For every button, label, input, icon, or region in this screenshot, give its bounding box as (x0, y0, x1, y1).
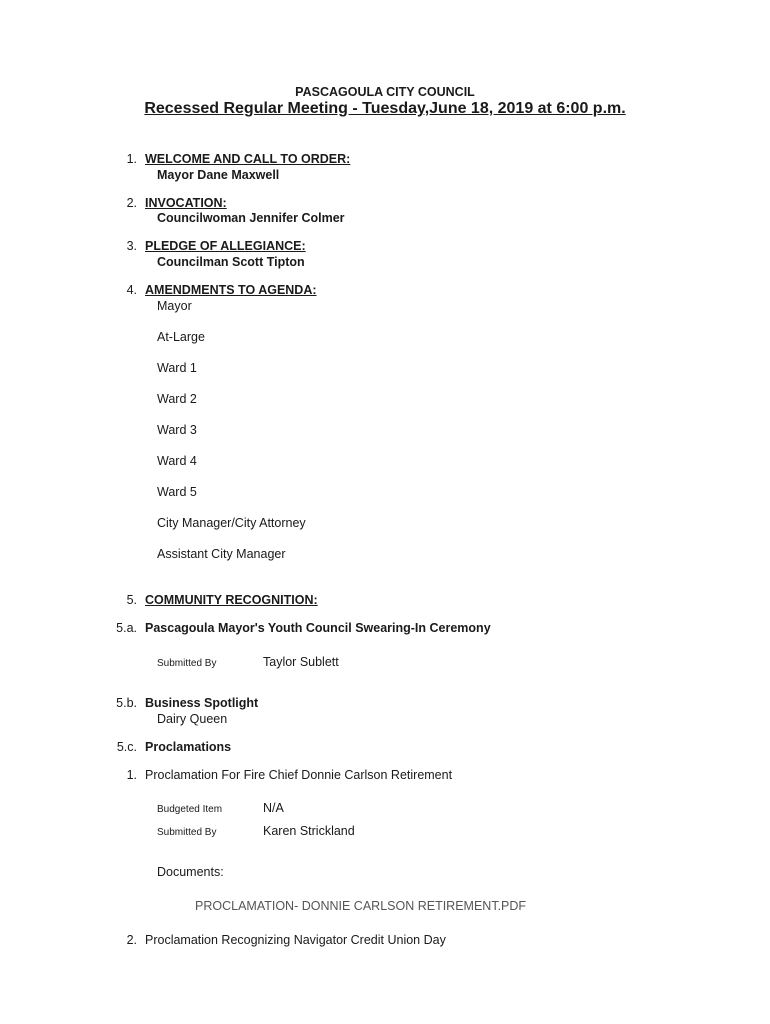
submitted-by-value: Karen Strickland (263, 824, 355, 838)
item-number: 5. (126, 593, 137, 607)
amendment-entry: Ward 4 (157, 454, 197, 468)
subitem-title: Business Spotlight (145, 696, 259, 710)
item-title: COMMUNITY RECOGNITION: (145, 593, 318, 607)
subitem-title: Proclamations (145, 740, 232, 754)
budgeted-item-value: N/A (263, 801, 284, 815)
proclamation-number: 1. (126, 768, 137, 782)
amendment-entry: At-Large (157, 330, 205, 344)
item-number: 1. (126, 152, 137, 166)
amendment-entry: Mayor (157, 299, 192, 313)
item-title: PLEDGE OF ALLEGIANCE: (145, 239, 306, 253)
item-number: 3. (126, 239, 137, 253)
amendment-entry: Ward 5 (157, 485, 197, 499)
submitted-by-value: Taylor Sublett (263, 655, 339, 669)
document-link[interactable]: PROCLAMATION- DONNIE CARLSON RETIREMENT.PDF (195, 899, 527, 913)
item-presenter: Councilman Scott Tipton (157, 255, 305, 269)
item-presenter: Councilwoman Jennifer Colmer (157, 211, 345, 225)
subitem-number: 5.a. (116, 621, 137, 635)
budgeted-item-label: Budgeted Item (157, 804, 223, 815)
submitted-by-label: Submitted By (157, 658, 217, 669)
amendment-entry: Ward 2 (157, 392, 197, 406)
documents-label: Documents: (157, 865, 224, 879)
subitem-number: 5.c. (116, 740, 137, 754)
proclamation-title: Proclamation For Fire Chief Donnie Carlson Retirement (145, 768, 453, 782)
amendment-entry: Assistant City Manager (157, 547, 286, 561)
item-title: WELCOME AND CALL TO ORDER: (145, 152, 351, 166)
meeting-title: Recessed Regular Meeting - Tuesday,June 18, 2019 at 6:00 p.m. (144, 100, 626, 117)
amendment-entry: City Manager/City Attorney (157, 516, 306, 530)
item-presenter: Mayor Dane Maxwell (157, 168, 280, 182)
subitem-title: Pascagoula Mayor's Youth Council Swearing-In Ceremony (145, 621, 491, 635)
item-number: 4. (126, 283, 137, 297)
subitem-number: 5.b. (116, 696, 137, 710)
amendment-entry: Ward 3 (157, 423, 197, 437)
item-number: 2. (126, 196, 137, 210)
amendment-entry: Ward 1 (157, 361, 197, 375)
submitted-by-label: Submitted By (157, 827, 217, 838)
proclamation-title: Proclamation Recognizing Navigator Credit Union Day (145, 933, 446, 947)
item-title: AMENDMENTS TO AGENDA: (145, 283, 317, 297)
subitem-detail: Dairy Queen (157, 712, 228, 726)
proclamation-number: 2. (126, 933, 137, 947)
org-name: PASCAGOULA CITY COUNCIL (295, 85, 475, 99)
item-title: INVOCATION: (145, 196, 227, 210)
